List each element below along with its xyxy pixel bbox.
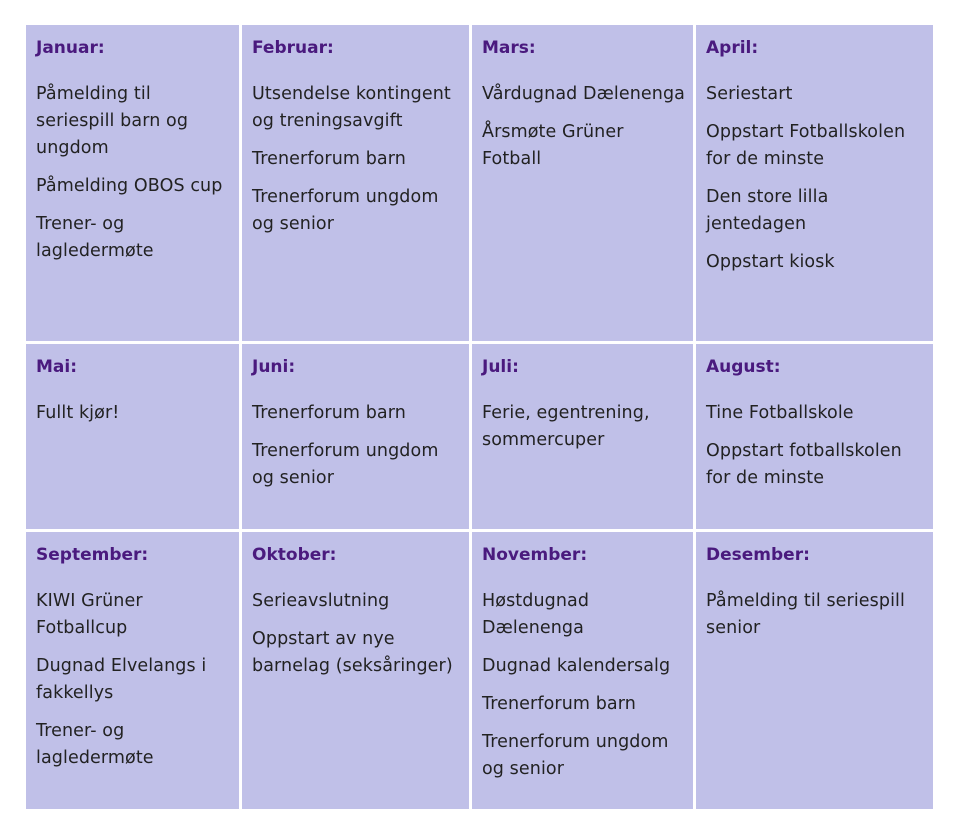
month-cell-november <box>472 532 693 809</box>
event-item: Trenerforum ungdom og senior <box>252 187 439 234</box>
event-item: Fullt kjør! <box>36 403 120 423</box>
event-item: Påmelding til seriespill senior <box>706 591 905 638</box>
month-cell-juni <box>242 344 469 529</box>
event-item: Utsendelse kontingent og treningsavgift <box>252 84 451 131</box>
month-cell-september <box>26 532 239 809</box>
month-heading: Juni: <box>252 357 296 377</box>
event-item: Oppstart fotballskolen for de minste <box>706 441 902 488</box>
month-heading: April: <box>706 38 759 58</box>
event-item: Trener- og lagledermøte <box>36 214 154 261</box>
month-cell-oktober <box>242 532 469 809</box>
event-item: Årsmøte Grüner Fotball <box>482 122 624 169</box>
event-item: Trenerforum barn <box>482 694 636 714</box>
month-heading: Januar: <box>36 38 105 58</box>
event-item: Påmelding til seriespill barn og ungdom <box>36 84 189 158</box>
event-item: Dugnad kalendersalg <box>482 656 671 676</box>
month-heading: Oktober: <box>252 545 337 565</box>
month-cell-april <box>696 25 933 341</box>
event-item: Trenerforum ungdom og senior <box>482 732 669 779</box>
event-item: Dugnad Elvelangs i fakkellys <box>36 656 207 703</box>
month-cell-august <box>696 344 933 529</box>
month-cell-mai <box>26 344 239 529</box>
event-item: Tine Fotballskole <box>706 403 854 423</box>
event-item: Ferie, egentrening, sommercuper <box>482 403 650 450</box>
event-item: Vårdugnad Dælenenga <box>482 84 685 104</box>
month-heading: November: <box>482 545 588 565</box>
month-cell-februar <box>242 25 469 341</box>
month-heading: Juli: <box>482 357 519 377</box>
event-item: Oppstart kiosk <box>706 252 835 272</box>
month-heading: August: <box>706 357 781 377</box>
event-item: Trener- og lagledermøte <box>36 721 154 768</box>
month-heading: Mars: <box>482 38 536 58</box>
month-heading: Februar: <box>252 38 334 58</box>
month-heading: Mai: <box>36 357 78 377</box>
event-item: Den store lilla jentedagen <box>706 187 829 234</box>
month-heading: Desember: <box>706 545 810 565</box>
event-item: Serieavslutning <box>252 591 390 611</box>
event-item: Påmelding OBOS cup <box>36 176 223 196</box>
year-calendar-table <box>26 25 930 809</box>
month-cell-juli <box>472 344 693 529</box>
month-cell-desember <box>696 532 933 809</box>
event-item: Oppstart av nye barnelag (seksåringer) <box>252 629 453 676</box>
event-item: Oppstart Fotballskolen for de minste <box>706 122 906 169</box>
month-heading: September: <box>36 545 149 565</box>
event-item: Trenerforum barn <box>252 403 406 423</box>
event-item: Trenerforum ungdom og senior <box>252 441 439 488</box>
event-item: Høstdugnad Dælenenga <box>482 591 590 638</box>
event-item: Trenerforum barn <box>252 149 406 169</box>
month-cell-mars <box>472 25 693 341</box>
month-cell-januar <box>26 25 239 341</box>
event-item: Seriestart <box>706 84 793 104</box>
event-item: KIWI Grüner Fotballcup <box>36 591 143 638</box>
